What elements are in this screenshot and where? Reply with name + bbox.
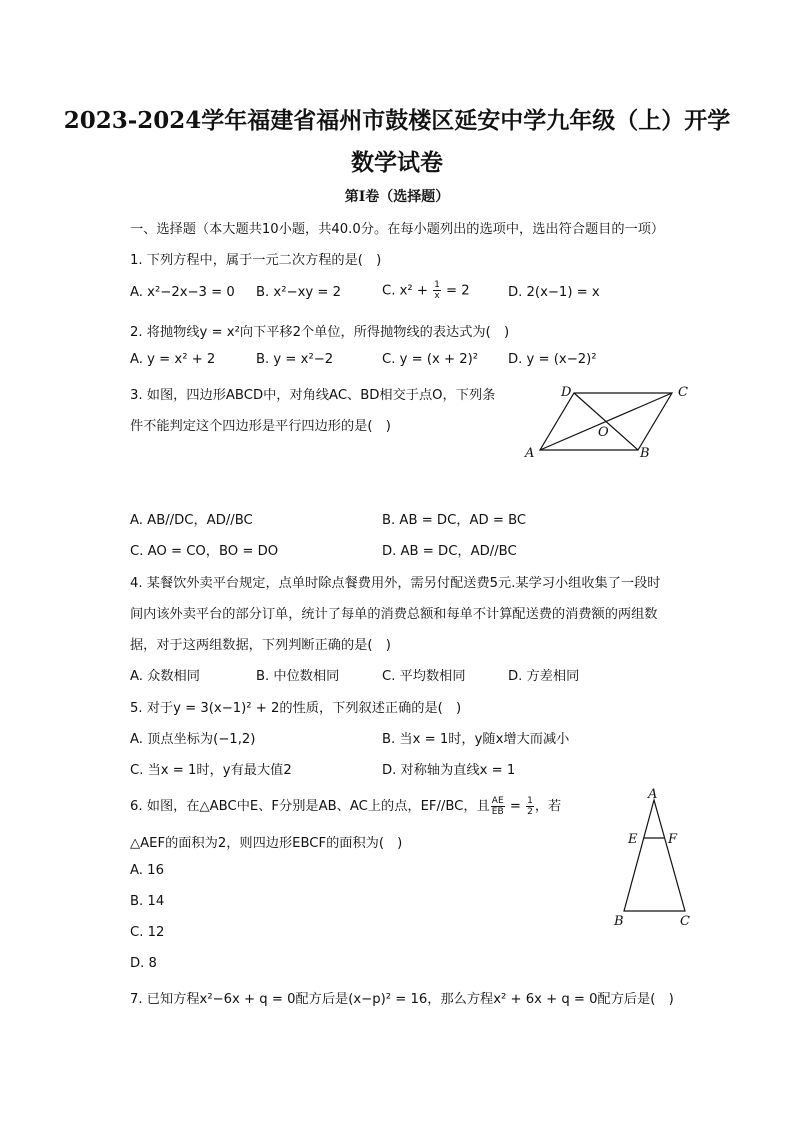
- q6-stem-line1: [130, 795, 561, 817]
- q5-option-a: A. 顶点坐标为(−1,2): [130, 732, 256, 747]
- q6-stem-line2: △AEF的面积为2，则四边形EBCF的面积为( ): [130, 836, 403, 851]
- q5-stem: 5. 对于y = 3(x−1)² + 2的性质，下列叙述正确的是( ): [130, 701, 462, 716]
- q6-option-c: C. 12: [130, 925, 165, 940]
- q3-label-a: A: [525, 446, 535, 461]
- q4-option-b: B. 中位数相同: [256, 669, 340, 684]
- triangle-abc: [624, 800, 685, 911]
- q1-option-c-pre: C. x² +: [382, 283, 433, 299]
- instructions: 一、选择题（本大题共10小题，共40.0分。在每小题列出的选项中，选出符合题目的一项）: [130, 222, 665, 237]
- q5-option-b: B. 当x = 1时，y随x增大而减小: [382, 732, 570, 747]
- q6-label-e: E: [628, 832, 638, 847]
- q1-option-c: [382, 280, 470, 301]
- q3-stem-line1: 3. 如图，四边形ABCD中，对角线AC、BD相交于点O，下列条: [130, 388, 496, 403]
- q4-option-a: A. 众数相同: [130, 669, 200, 684]
- q3-label-b: B: [640, 446, 650, 461]
- q1-option-c-post: = 2: [441, 283, 470, 299]
- q2-option-c: C. y = (x + 2)²: [382, 352, 479, 367]
- q6-frac-num: AE: [491, 795, 504, 806]
- q4-stem-line2: 间内该外卖平台的部分订单，统计了每单的消费总额和每单不计算配送费的消费额的两组数: [130, 607, 658, 622]
- q2-option-d: D. y = (x−2)²: [508, 352, 597, 367]
- q3-option-b: B. AB = DC，AD = BC: [382, 513, 527, 528]
- q3-parallelogram-figure: [520, 380, 700, 462]
- q1-option-b: B. x²−xy = 2: [256, 285, 342, 300]
- q6-half-fraction: [526, 796, 534, 817]
- q3-option-a: A. AB//DC，AD//BC: [130, 513, 253, 528]
- q3-option-c: C. AO = CO，BO = DO: [130, 544, 279, 559]
- q2-option-b: B. y = x²−2: [256, 352, 334, 367]
- q6-option-d: D. 8: [130, 956, 157, 971]
- page-title-line1: 2023-2024学年福建省福州市鼓楼区延安中学九年级（上）开学: [63, 107, 731, 134]
- q5-option-c: C. 当x = 1时，y有最大值2: [130, 763, 292, 778]
- q6-option-b: B. 14: [130, 894, 165, 909]
- q4-stem-line3: 据，对于这两组数据，下列判断正确的是( ): [130, 638, 391, 653]
- q6-half-den: 2: [527, 806, 533, 817]
- page-title-line2: 数学试卷: [351, 149, 443, 176]
- diagonal-bd: [574, 393, 638, 450]
- q6-label-b: B: [614, 914, 624, 929]
- q5-option-d: D. 对称轴为直线x = 1: [382, 763, 516, 778]
- q6-half-num: 1: [527, 795, 533, 806]
- q6-label-f: F: [668, 832, 678, 847]
- q1-frac-den: x: [434, 291, 440, 301]
- q6-stem-pre: 6. 如图，在△ABC中E、F分别是AB、AC上的点，EF//BC，且: [130, 799, 490, 814]
- q1-frac-num: 1: [434, 280, 440, 290]
- q3-stem-line2: 件不能判定这个四边形是平行四边形的是( ): [130, 419, 391, 434]
- q6-ratio-fraction: [491, 796, 505, 817]
- q2-option-a: A. y = x² + 2: [130, 352, 216, 367]
- q6-eq: =: [505, 799, 526, 814]
- q3-label-c: C: [678, 385, 688, 400]
- q6-triangle-figure: [605, 788, 705, 933]
- section-heading: 第Ⅰ卷（选择题）: [344, 189, 450, 205]
- q4-option-d: D. 方差相同: [508, 669, 580, 684]
- q3-label-d: D: [561, 385, 572, 400]
- q1-option-a: A. x²−2x−3 = 0: [130, 285, 235, 300]
- q6-frac-den: EB: [491, 806, 504, 817]
- q4-option-c: C. 平均数相同: [382, 669, 466, 684]
- q7-stem: 7. 已知方程x²−6x + q = 0配方后是(x−p)² = 16，那么方程x² + 6x + q = 0配方后是( ): [130, 992, 674, 1007]
- q1-stem: 1. 下列方程中，属于一元二次方程的是( ): [130, 253, 382, 268]
- q1-fraction: [433, 280, 441, 301]
- q6-option-a: A. 16: [130, 863, 164, 878]
- q6-label-c: C: [680, 914, 690, 929]
- q6-stem-post: ，若: [534, 799, 562, 814]
- q6-label-a: A: [648, 788, 658, 802]
- q3-option-d: D. AB = DC，AD//BC: [382, 544, 517, 559]
- q2-stem: 2. 将抛物线y = x²向下平移2个单位，所得抛物线的表达式为( ): [130, 325, 510, 340]
- q3-label-o: O: [598, 425, 609, 440]
- q1-option-d: D. 2(x−1) = x: [508, 285, 600, 300]
- q4-stem-line1: 4. 某餐饮外卖平台规定，点单时除点餐费用外，需另付配送费5元.某学习小组收集了一段时: [130, 576, 661, 591]
